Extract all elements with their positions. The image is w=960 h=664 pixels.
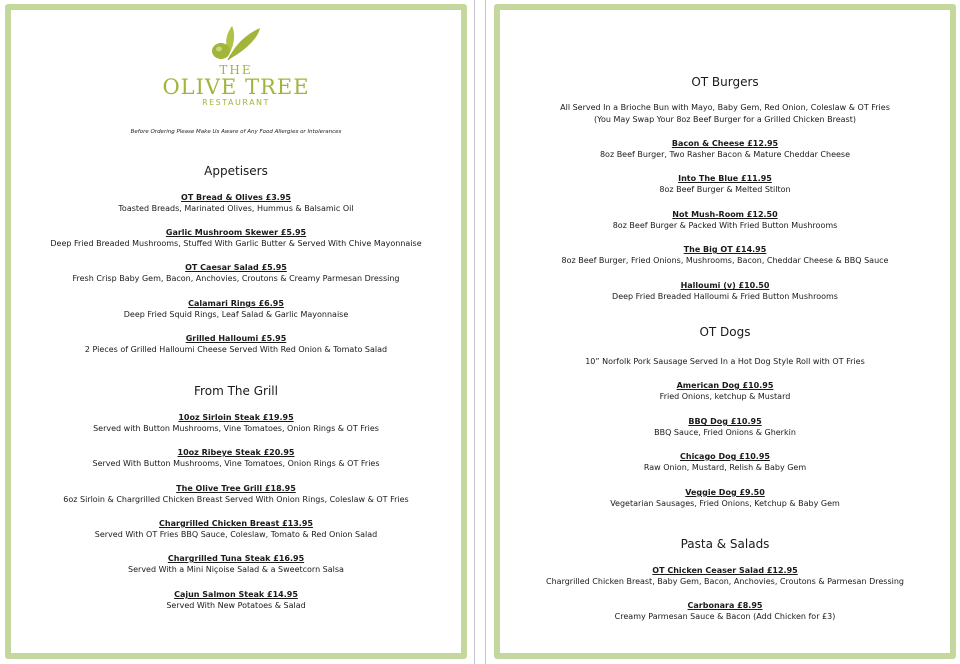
menu-item — [500, 451, 950, 474]
menu-page-right — [494, 4, 956, 659]
section-title-appetisers: Appetisers — [204, 164, 268, 178]
brand-line-the: THE — [219, 63, 253, 77]
item-desc: Toasted Breads, Marinated Olives, Hummus & Balsamic Oil — [118, 204, 354, 213]
menu-item — [11, 298, 461, 321]
item-name: The Big OT £14.95 — [683, 245, 767, 254]
menu-item — [11, 518, 461, 541]
item-desc: Raw Onion, Mustard, Relish & Baby Gem — [643, 463, 807, 472]
item-desc: 8oz Beef Burger & Packed With Fried Button Mushrooms — [612, 221, 838, 230]
item-name: Bacon & Cheese £12.95 — [671, 139, 779, 148]
item-desc: 2 Pieces of Grilled Halloumi Cheese Served With Red Onion & Tomato Salad — [84, 345, 388, 354]
brand-line-name: OLIVE TREE — [162, 75, 310, 99]
item-desc: 8oz Beef Burger, Fried Onions, Mushrooms, Bacon, Cheddar Cheese & BBQ Sauce — [561, 256, 889, 265]
olive-branch-icon — [208, 24, 264, 62]
intro-line: 10” Norfolk Pork Sausage Served In a Hot Dog Style Roll with OT Fries — [585, 357, 865, 366]
menu-item — [500, 487, 950, 510]
menu-item — [11, 262, 461, 285]
item-desc: Fresh Crisp Baby Gem, Bacon, Anchovies, Croutons & Creamy Parmesan Dressing — [72, 274, 400, 283]
item-name: OT Chicken Ceaser Salad £12.95 — [652, 566, 798, 575]
item-name: Into The Blue £11.95 — [678, 174, 772, 183]
item-desc: Fried Onions, ketchup & Mustard — [659, 392, 791, 401]
item-desc: Vegetarian Sausages, Fried Onions, Ketchup & Baby Gem — [610, 499, 840, 508]
menu-item — [500, 244, 950, 267]
item-name: Carbonara £8.95 — [687, 601, 763, 610]
menu-item — [500, 380, 950, 403]
allergy-notice: Before Ordering Please Make Us Aware of Any Food Allergies or Intolerances — [130, 129, 342, 135]
item-name: 10oz Ribeye Steak £20.95 — [177, 448, 295, 457]
item-desc: BBQ Sauce, Fried Onions & Gherkin — [654, 428, 796, 437]
section-intro — [500, 102, 950, 126]
page-divider-line — [474, 0, 475, 664]
menu-item — [11, 553, 461, 576]
item-name: Calamari Rings £6.95 — [188, 299, 284, 308]
item-desc: 8oz Beef Burger, Two Rasher Bacon & Mature Cheddar Cheese — [599, 150, 851, 159]
item-desc: Creamy Parmesan Sauce & Bacon (Add Chicken for £3) — [614, 612, 836, 621]
section-title-ot-burgers: OT Burgers — [691, 75, 759, 89]
item-name: Veggie Dog £9.50 — [685, 488, 765, 497]
item-name: Chargrilled Chicken Breast £13.95 — [159, 519, 313, 528]
page-divider-line — [485, 0, 486, 664]
menu-item — [11, 333, 461, 356]
intro-line: All Served In a Brioche Bun with Mayo, Baby Gem, Red Onion, Coleslaw & OT Fries — [560, 103, 890, 112]
item-name: The Olive Tree Grill £18.95 — [176, 484, 296, 493]
item-desc: Served With Button Mushrooms, Vine Tomatoes, Onion Rings & OT Fries — [92, 459, 380, 468]
item-desc: Deep Fried Breaded Mushrooms, Stuffed With Garlic Butter & Served With Chive Mayonnaise — [50, 239, 422, 248]
menu-item — [11, 227, 461, 250]
menu-item — [500, 173, 950, 196]
menu-item — [11, 589, 461, 612]
item-name: Chicago Dog £10.95 — [680, 452, 770, 461]
item-name: Grilled Halloumi £5.95 — [185, 334, 287, 343]
menu-item — [500, 209, 950, 232]
item-name: Cajun Salmon Steak £14.95 — [174, 590, 298, 599]
item-name: 10oz Sirloin Steak £19.95 — [178, 413, 294, 422]
item-desc: Deep Fried Breaded Halloumi & Fried Button Mushrooms — [612, 292, 838, 301]
section-title-from-the-grill: From The Grill — [194, 384, 278, 398]
menu-item — [500, 600, 950, 623]
item-desc: Served With New Potatoes & Salad — [166, 601, 306, 610]
item-name: OT Bread & Olives £3.95 — [181, 193, 291, 202]
menu-item — [11, 192, 461, 215]
item-name: Not Mush-Room £12.50 — [672, 210, 778, 219]
item-desc: 6oz Sirloin & Chargrilled Chicken Breast Served With Onion Rings, Coleslaw & OT Fries — [63, 495, 409, 504]
item-desc: Served With a Mini Niçoise Salad & a Sweetcorn Salsa — [128, 565, 344, 574]
item-name: American Dog £10.95 — [676, 381, 774, 390]
section-title-pasta-salads: Pasta & Salads — [680, 537, 770, 551]
item-name: Halloumi (v) £10.50 — [680, 281, 770, 290]
menu-item — [500, 138, 950, 161]
section-title-ot-dogs: OT Dogs — [699, 325, 751, 339]
item-desc: 8oz Beef Burger & Melted Stilton — [659, 185, 791, 194]
menu-item — [11, 447, 461, 470]
section-intro — [500, 356, 950, 368]
item-desc: Served with Button Mushrooms, Vine Tomatoes, Onion Rings & OT Fries — [93, 424, 379, 433]
brand-line-restaurant: RESTAURANT — [202, 98, 270, 107]
menu-item — [11, 412, 461, 435]
item-desc: Deep Fried Squid Rings, Leaf Salad & Garlic Mayonnaise — [123, 310, 349, 319]
item-desc: Served With OT Fries BBQ Sauce, Coleslaw, Tomato & Red Onion Salad — [94, 530, 378, 539]
menu-item — [500, 416, 950, 439]
menu-item — [500, 565, 950, 588]
menu-item — [500, 280, 950, 303]
item-name: Garlic Mushroom Skewer £5.95 — [165, 228, 307, 237]
menu-page-left — [5, 4, 467, 659]
restaurant-logo — [11, 24, 461, 108]
item-name: OT Caesar Salad £5.95 — [185, 263, 287, 272]
item-desc: Chargrilled Chicken Breast, Baby Gem, Bacon, Anchovies, Croutons & Parmesan Dressing — [546, 577, 904, 586]
item-name: BBQ Dog £10.95 — [688, 417, 762, 426]
intro-line: (You May Swap Your 8oz Beef Burger for a Grilled Chicken Breast) — [594, 115, 856, 124]
menu-item — [11, 483, 461, 506]
item-name: Chargrilled Tuna Steak £16.95 — [167, 554, 305, 563]
